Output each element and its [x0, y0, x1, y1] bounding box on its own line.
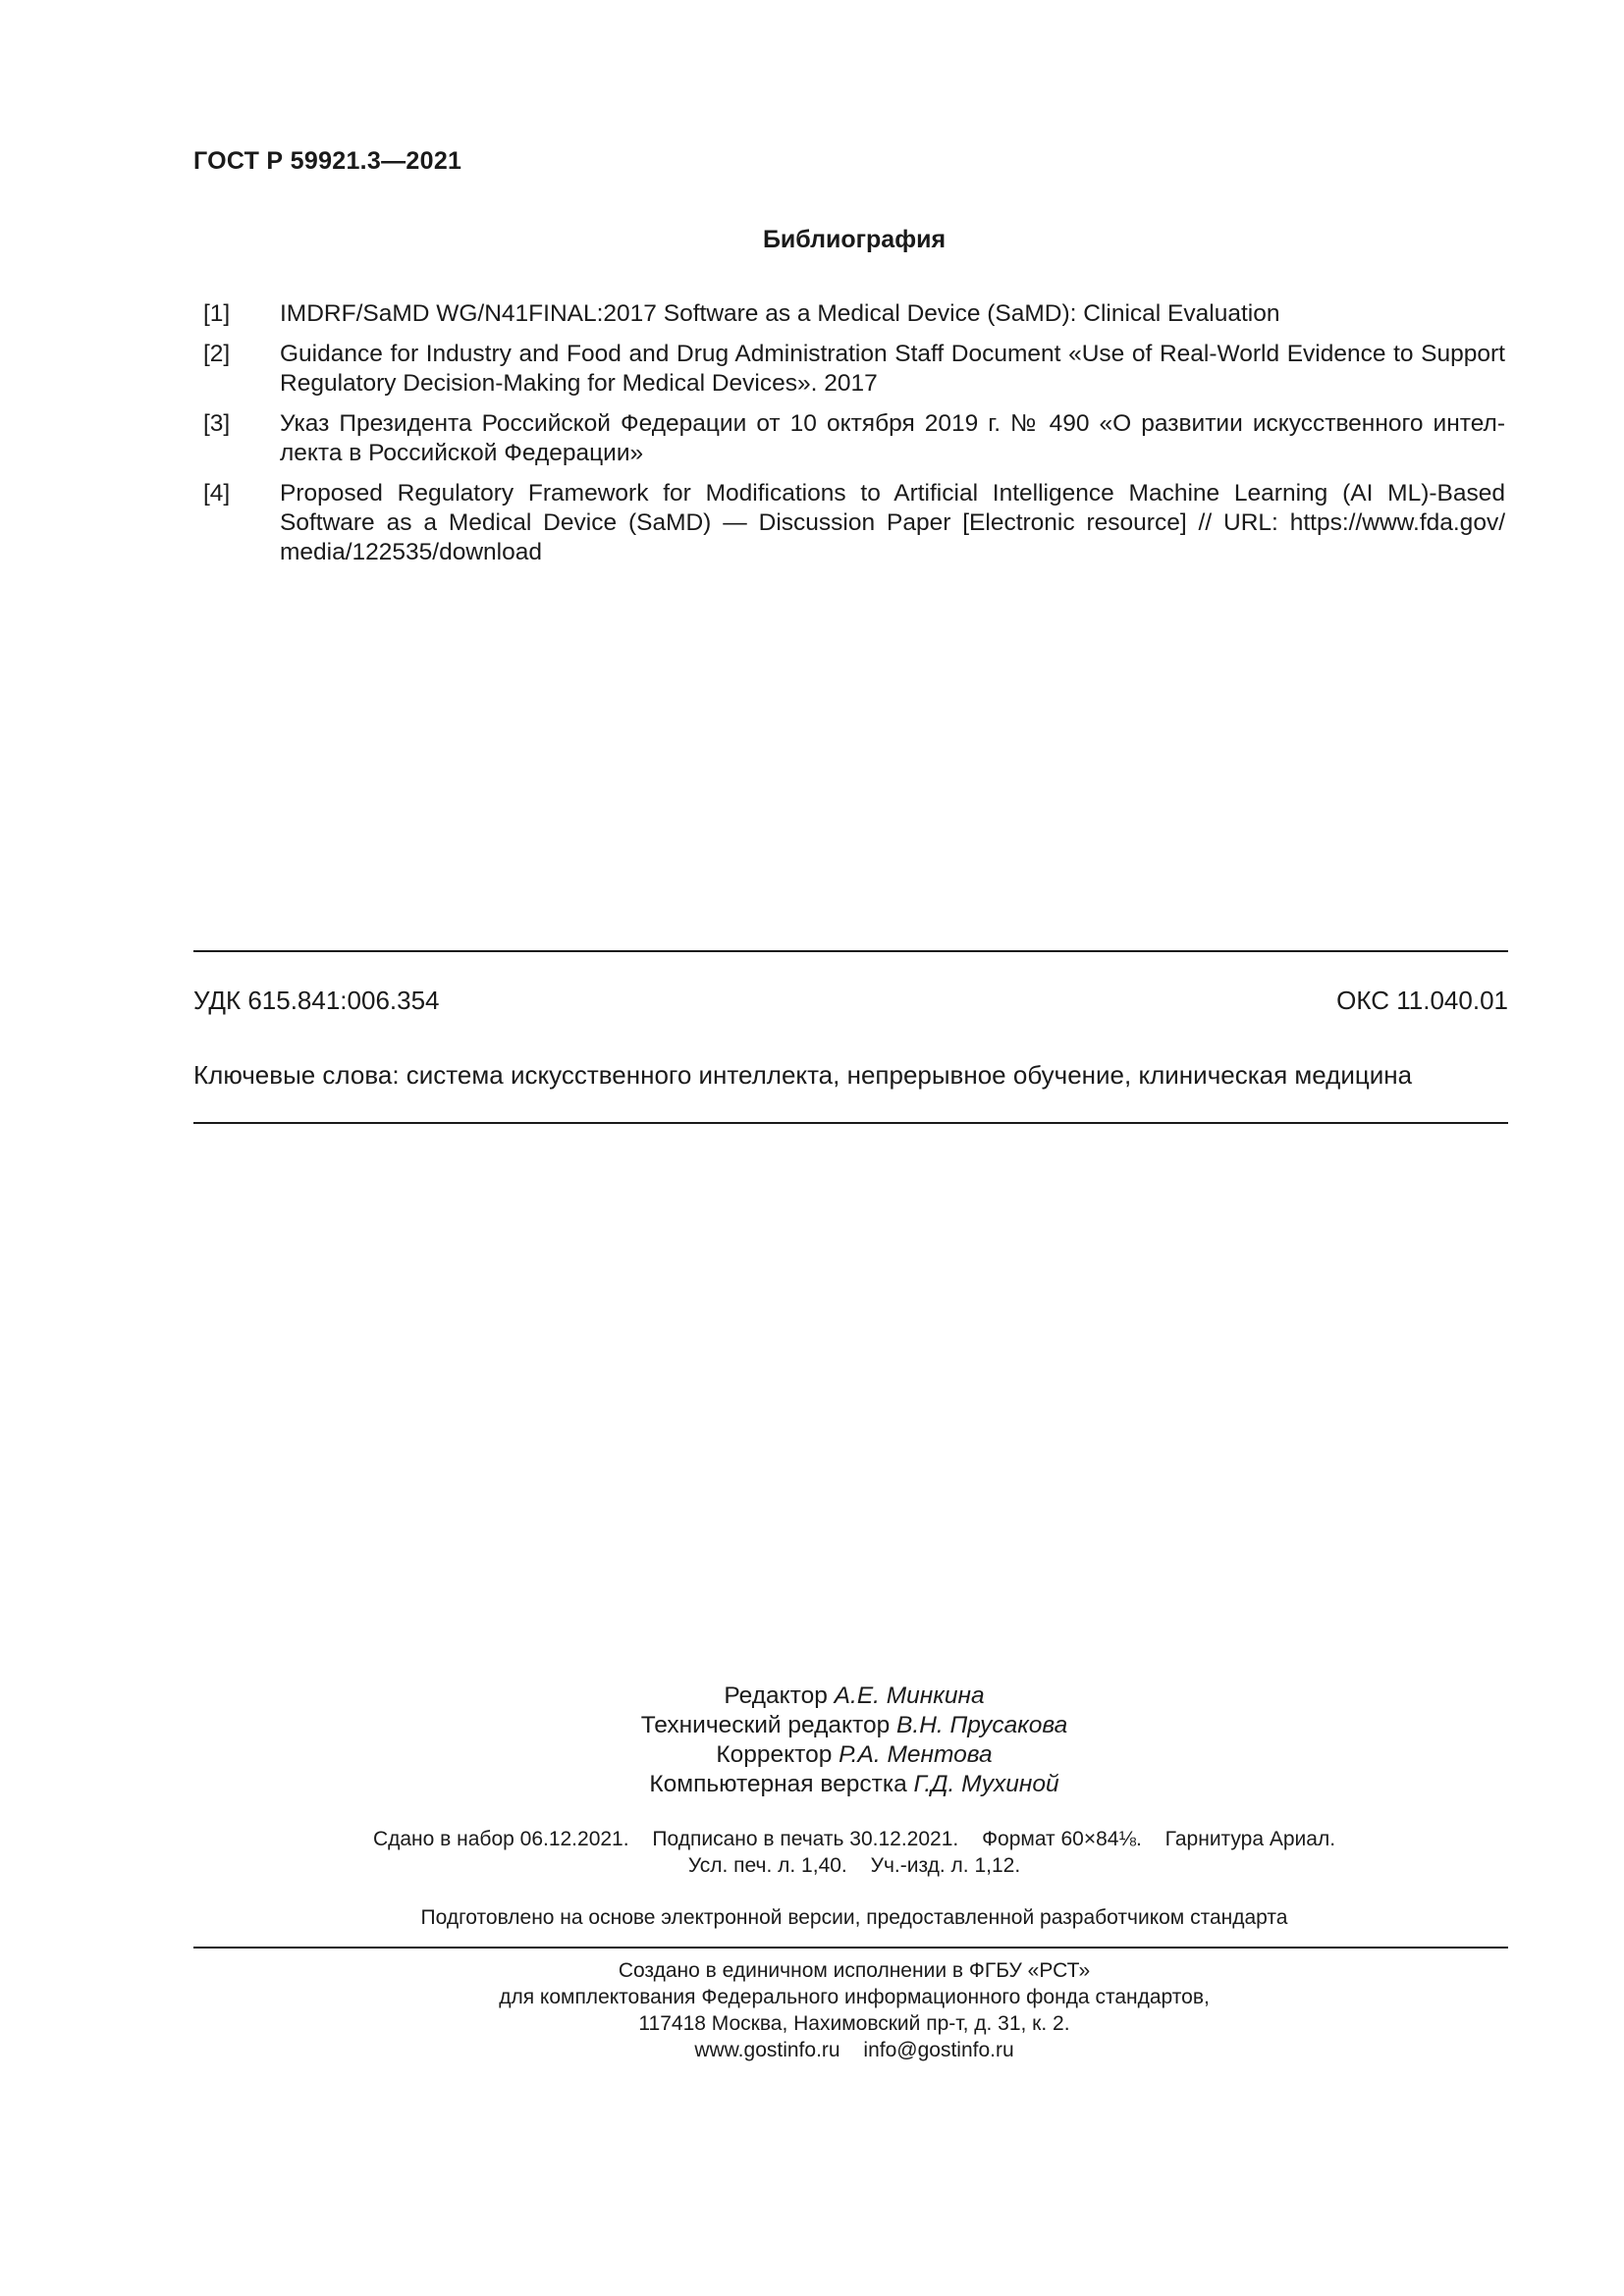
credit-line — [0, 1740, 1624, 1770]
print-signed-date: Подписано в печать 30.12.2021. — [652, 1828, 959, 1850]
bibliography-item-text: Proposed Regulatory Framework for Modifications to Artificial Intelligence Machine Learning (AI ML)-Based Software as a Medical Device (SaMD) — Discussion Paper [Electronic resource] // URL: https://www.fda.gov/ media/122535/download — [280, 480, 1505, 565]
credit-name: А.Е. Минкина — [834, 1682, 985, 1709]
credit-role: Корректор — [716, 1741, 833, 1768]
bibliography-item-number: [4] — [203, 480, 231, 507]
bibliography-title: Библиография — [762, 226, 947, 253]
bibliography-item — [203, 479, 1505, 567]
credit-name: В.Н. Прусакова — [896, 1712, 1068, 1738]
credit-role: Редактор — [724, 1682, 828, 1709]
bibliography-item — [203, 299, 1505, 329]
divider-bottom — [193, 1947, 1508, 1949]
print-typeset-date: Сдано в набор 06.12.2021. — [372, 1828, 629, 1850]
credit-name: Р.А. Ментова — [839, 1741, 993, 1768]
bibliography-item-text: Guidance for Industry and Food and Drug Administration Staff Document «Use of Real-World Evidence to Support Regulatory Decision-Making for Medical Devices». 2017 — [280, 341, 1505, 397]
divider-top — [193, 950, 1508, 952]
bibliography-list — [203, 299, 1505, 578]
credit-line — [0, 1711, 1624, 1740]
credits-block — [0, 1682, 1624, 1799]
udk-code: УДК 615.841:006.354 — [193, 986, 440, 1015]
credit-name: Г.Д. Мухиной — [913, 1771, 1059, 1797]
publisher-address: 117418 Москва, Нахимовский пр-т, д. 31, к. 2. — [638, 2012, 1070, 2035]
print-info — [0, 1826, 1624, 1879]
credit-line — [0, 1770, 1624, 1799]
bibliography-item — [203, 340, 1505, 399]
publisher-email[interactable]: info@gostinfo.ru — [863, 2039, 1014, 2061]
credit-role: Технический редактор — [640, 1712, 891, 1738]
bibliography-item-number: [3] — [203, 410, 231, 437]
prepared-note: Подготовлено на основе электронной версии, предоставленной разработчиком стандарта — [420, 1906, 1288, 1929]
publisher-block — [0, 1957, 1624, 2063]
print-sheets: Усл. печ. л. 1,40. — [687, 1854, 847, 1877]
publisher-website[interactable]: www.gostinfo.ru — [694, 2039, 840, 2061]
keywords: Ключевые слова: система искусственного интеллекта, непрерывное обучение, клиническая медицина — [193, 1060, 1413, 1090]
bibliography-item-text: Указ Президента Российской Федерации от 10 октября 2019 г. № 490 «О развитии искусственного интел-лекта в Российской Федерации» — [280, 410, 1505, 466]
credit-role: Компьютерная верстка — [649, 1771, 907, 1797]
publisher-line: для комплектования Федерального информационного фонда стандартов, — [499, 1986, 1210, 2008]
print-format: Формат 60×84⅛. — [982, 1828, 1142, 1850]
bibliography-item-number: [2] — [203, 341, 231, 367]
divider-middle — [193, 1122, 1508, 1124]
bibliography-item — [203, 409, 1505, 468]
document-code: ГОСТ Р 59921.3—2021 — [193, 147, 462, 175]
print-info-line — [0, 1826, 1624, 1852]
bibliography-item-number: [1] — [203, 300, 231, 327]
print-typeface: Гарнитура Ариал. — [1164, 1828, 1336, 1850]
publisher-line: Создано в единичном исполнении в ФГБУ «РСТ» — [618, 1959, 1091, 1982]
credit-line — [0, 1682, 1624, 1711]
publisher-contacts — [0, 2037, 1624, 2063]
oks-code: ОКС 11.040.01 — [1336, 986, 1508, 1015]
print-info-line — [0, 1852, 1624, 1879]
publication-sheets: Уч.-изд. л. 1,12. — [870, 1854, 1021, 1877]
bibliography-item-text: IMDRF/SaMD WG/N41FINAL:2017 Software as a Medical Device (SaMD): Clinical Evaluation — [280, 300, 1280, 327]
